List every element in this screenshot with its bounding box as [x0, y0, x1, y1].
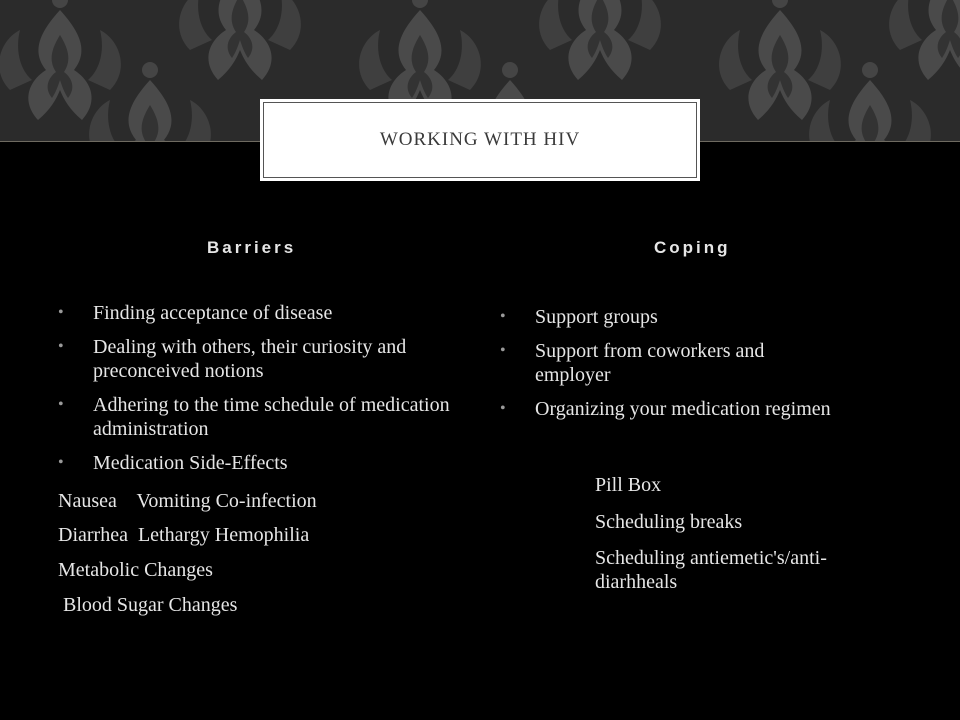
list-item: [58, 335, 458, 383]
bullet-icon: •: [500, 308, 506, 325]
bullet-icon: •: [58, 304, 64, 321]
side-effects-line: Metabolic Changes: [58, 559, 213, 581]
bullet-icon: •: [58, 396, 64, 413]
bullet-icon: •: [500, 342, 506, 359]
side-effects-line: Diarrhea Lethargy Hemophilia: [58, 524, 310, 546]
side-effects-line: Blood Sugar Changes: [58, 594, 238, 616]
slide-title: WORKING WITH HIV: [379, 129, 581, 150]
coping-list: [500, 305, 840, 431]
coping-sub-item: Scheduling antiemetic's/anti-diarhheals: [595, 547, 827, 593]
list-item: [500, 339, 840, 387]
bullet-text: Support groups: [535, 306, 658, 328]
bullet-text: Finding acceptance of disease: [93, 302, 333, 324]
list-item: [58, 393, 458, 441]
bullet-text: Dealing with others, their curiosity and preconceived notions: [93, 336, 407, 382]
bullet-text: Support from coworkers and employer: [535, 340, 765, 386]
title-box: [260, 99, 700, 181]
list-item: [500, 397, 840, 421]
coping-heading: Coping: [654, 238, 731, 257]
bullet-icon: •: [58, 454, 64, 471]
barriers-list: [58, 301, 458, 485]
bullet-text: Medication Side-Effects: [93, 452, 288, 474]
bullet-text: Organizing your medication regimen: [535, 398, 831, 420]
title-frame: [263, 102, 697, 178]
list-item: [58, 301, 458, 325]
coping-sub-item: Scheduling breaks: [595, 511, 743, 533]
bullet-icon: •: [500, 400, 506, 417]
list-item: [58, 451, 458, 475]
bullet-text: Adhering to the time schedule of medication administration: [93, 394, 450, 440]
coping-sub-item: Pill Box: [595, 474, 662, 496]
list-item: [500, 305, 840, 329]
barriers-heading: Barriers: [207, 238, 297, 257]
side-effects-line: Nausea Vomiting Co-infection: [58, 490, 317, 512]
bullet-icon: •: [58, 338, 64, 355]
